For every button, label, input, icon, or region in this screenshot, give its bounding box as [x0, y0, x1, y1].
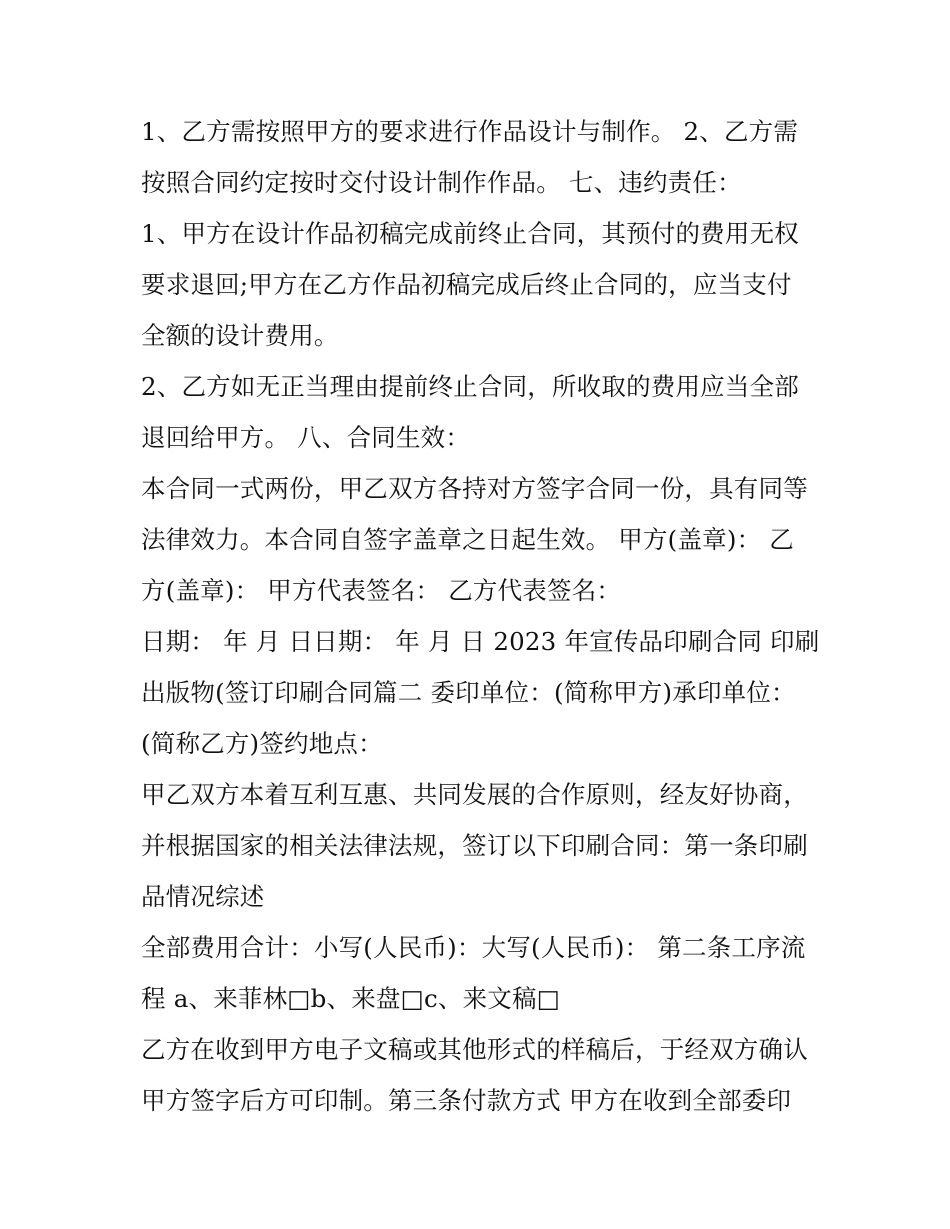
text-line: 2、乙方如无正当理由提前终止合同，所收取的费用应当全部	[141, 372, 799, 401]
text-line: 法律效力。本合同自签字盖章之日起生效。 甲方(盖章)： 乙	[141, 525, 794, 554]
text-line: 本合同一式两份，甲乙双方各持对方签字合同一份，具有同等	[141, 474, 808, 503]
text-line: (简称乙方)签约地点：	[141, 729, 383, 758]
text-line: 甲乙双方本着互利互惠、共同发展的合作原则，经友好协商，	[141, 780, 808, 809]
text-line: 出版物(签订印刷合同篇二 委印单位：(简称甲方)承印单位：	[141, 678, 796, 707]
text-line: 全额的设计费用。	[141, 321, 339, 350]
text-line: 日期： 年 月 日日期： 年 月 日 2023 年宣传品印刷合同 印刷	[141, 627, 820, 656]
text-line: 1、乙方需按照甲方的要求进行作品设计与制作。 2、乙方需	[141, 117, 799, 146]
text-line: 1、甲方在设计作品初稿完成前终止合同，其预付的费用无权	[141, 219, 799, 248]
contract-text	[141, 106, 821, 1126]
text-line: 要求退回;甲方在乙方作品初稿完成后终止合同的，应当支付	[141, 270, 792, 299]
text-line: 按照合同约定按时交付设计制作作品。 七、违约责任：	[141, 168, 742, 197]
text-line: 并根据国家的相关法律法规，签订以下印刷合同：第一条印刷	[141, 831, 808, 860]
text-line: 程 a、来菲林□b、来盘□c、来文稿□	[141, 984, 561, 1013]
text-line: 退回给甲方。 八、合同生效：	[141, 423, 471, 452]
text-line: 甲方签字后方可印制。第三条付款方式 甲方在收到全部委印	[141, 1086, 792, 1115]
text-line: 方(盖章)： 甲方代表签名： 乙方代表签名：	[141, 576, 622, 605]
text-line: 乙方在收到甲方电子文稿或其他形式的样稿后，于经双方确认	[141, 1035, 808, 1064]
text-line: 全部费用合计：小写(人民币)：大写(人民币)： 第二条工序流	[141, 933, 806, 962]
text-line: 品情况综述	[141, 882, 265, 911]
